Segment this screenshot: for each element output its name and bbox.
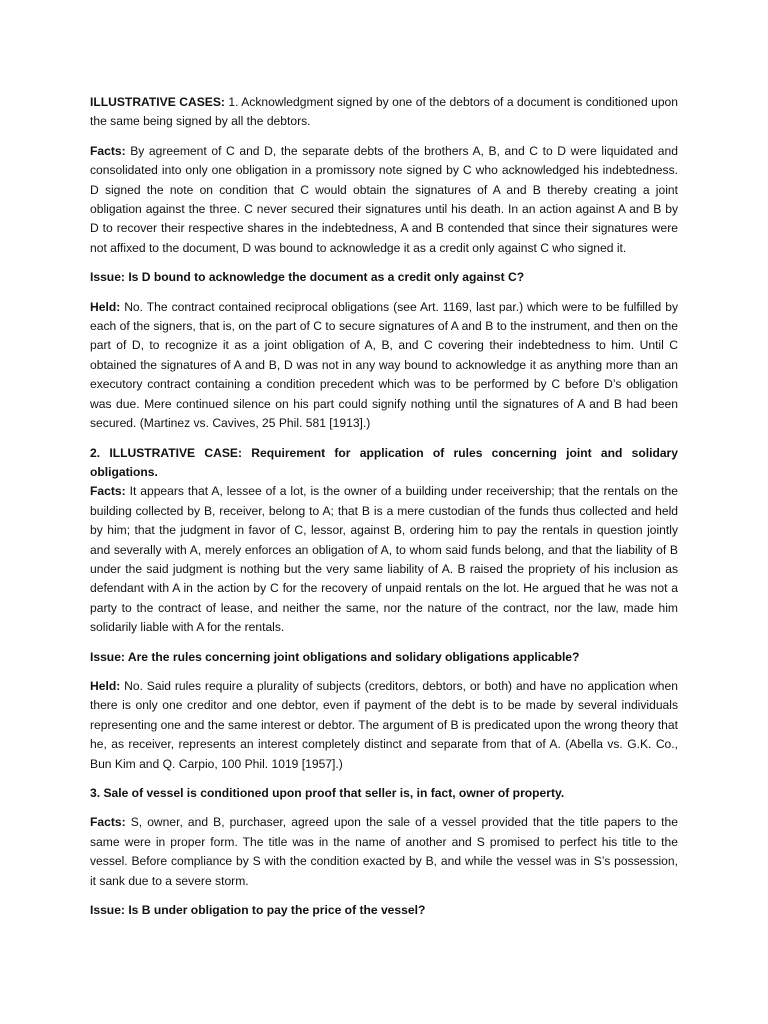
case1-heading-lead: ILLUSTRATIVE CASES: <box>90 95 225 109</box>
case1-facts <box>90 142 678 258</box>
case1-heading <box>90 93 678 132</box>
case3-facts <box>90 813 678 891</box>
case3-issue <box>90 901 678 920</box>
case1-held <box>90 298 678 434</box>
case2-facts-text: It appears that A, lessee of a lot, is the owner of a building under receivership; that the rentals on the building collected by B, receiver, belong to A; that B is a mere custodian of the funds thus collected and held by him; that the judgment in favor of C, lessor, against B, ordering him to pay the rentals in question jointly and severally with A, merely enforces an obligation of A, to whom said funds belong, and that the liability of B under the said judgment is nothing but the very same liability of A. B raised the propriety of his inclusion as defendant with A in the action by C for the recovery of unpaid rentals on the lot. He argued that he was not a party to the contract of lease, and neither the same, nor the nature of the contract, nor the law, made him solidarily liable with A for the rentals. <box>90 484 678 635</box>
document-page <box>90 93 678 930</box>
case2-held-text: No. Said rules require a plurality of subjects (creditors, debtors, or both) and have no application when there is only one creditor and one debtor, even if payment of the debt is to be made by several individuals representing one and the same interest or debtor. The argument of B is predicated upon the wrong theory that he, as receiver, represents an interest completely distinct and separate from that of A. (Abella vs. G.K. Co., Bun Kim and Q. Carpio, 100 Phil. 1019 [1957].) <box>90 678 678 771</box>
case3-heading-lead: 3. Sale of vessel is conditioned upon proof that seller is, in fact, owner of property. <box>90 786 565 800</box>
case1-issue <box>90 268 678 287</box>
case2-held <box>90 677 678 774</box>
case1-facts-text: By agreement of C and D, the separate debts of the brothers A, B, and C to D were liquidated and consolidated into only one obligation in a promissory note signed by C who acknowledged his indebtedness. D signed the note on condition that C would obtain the signatures of A and B thereby creating a joint obligation against the three. C never secured their signatures until his death. In an action against A and B by D to recover their respective shares in the indebtedness, A and B contended that since their signatures were not affixed to the document, D was bound to acknowledge it as a credit only against C who signed it. <box>90 143 678 255</box>
case2-issue-lead: Issue: Are the rules concerning joint obligations and solidary obligations applicable? <box>90 649 580 664</box>
case2-issue <box>90 648 678 667</box>
case3-facts-text: S, owner, and B, purchaser, agreed upon the sale of a vessel provided that the title papers to the same were in proper form. The title was in the name of another and S promised to perfect his title to the vessel. Before compliance by S with the condition exacted by B, and while the vessel was in S’s possession, it sank due to a severe storm. <box>90 815 678 888</box>
case3-issue-lead: Issue: Is B under obligation to pay the price of the vessel? <box>90 903 426 918</box>
case2-held-lead: Held: <box>90 678 121 693</box>
case1-heading-text: 1. Acknowledgment signed by one of the debtors of a document is conditioned upon the same being signed by all the debtors. <box>90 95 678 129</box>
case3-facts-lead: Facts: <box>90 815 126 830</box>
case2-heading <box>90 444 678 483</box>
case1-issue-lead: Issue: Is D bound to acknowledge the document as a credit only against C? <box>90 270 525 285</box>
case1-facts-lead: Facts: <box>90 143 126 158</box>
case1-held-text: No. The contract contained reciprocal obligations (see Art. 1169, last par.) which were to be fulfilled by each of the signers, that is, on the part of C to secure signatures of A and B to the instrument, and then on the part of D, to recognize it as a joint obligation of A, B, and C covering their indebtedness to him. Until C obtained the signatures of A and B, D was not in any way bound to acknowledge it as anything more than an executory contract containing a condition precedent which was to be performed by C before D’s obligation was due. Mere continued silence on his part could signify nothing until the signatures of A and B had been secured. (Martinez vs. Cavives, 25 Phil. 581 [1913].) <box>90 299 678 431</box>
case2-facts-lead: Facts: <box>90 484 126 499</box>
case2-heading-lead: 2. ILLUSTRATIVE CASE: Requirement for application of rules concerning joint and solidary obligations. <box>90 445 678 479</box>
case3-heading <box>90 784 678 803</box>
case2-facts <box>90 482 678 637</box>
case1-held-lead: Held: <box>90 299 121 314</box>
